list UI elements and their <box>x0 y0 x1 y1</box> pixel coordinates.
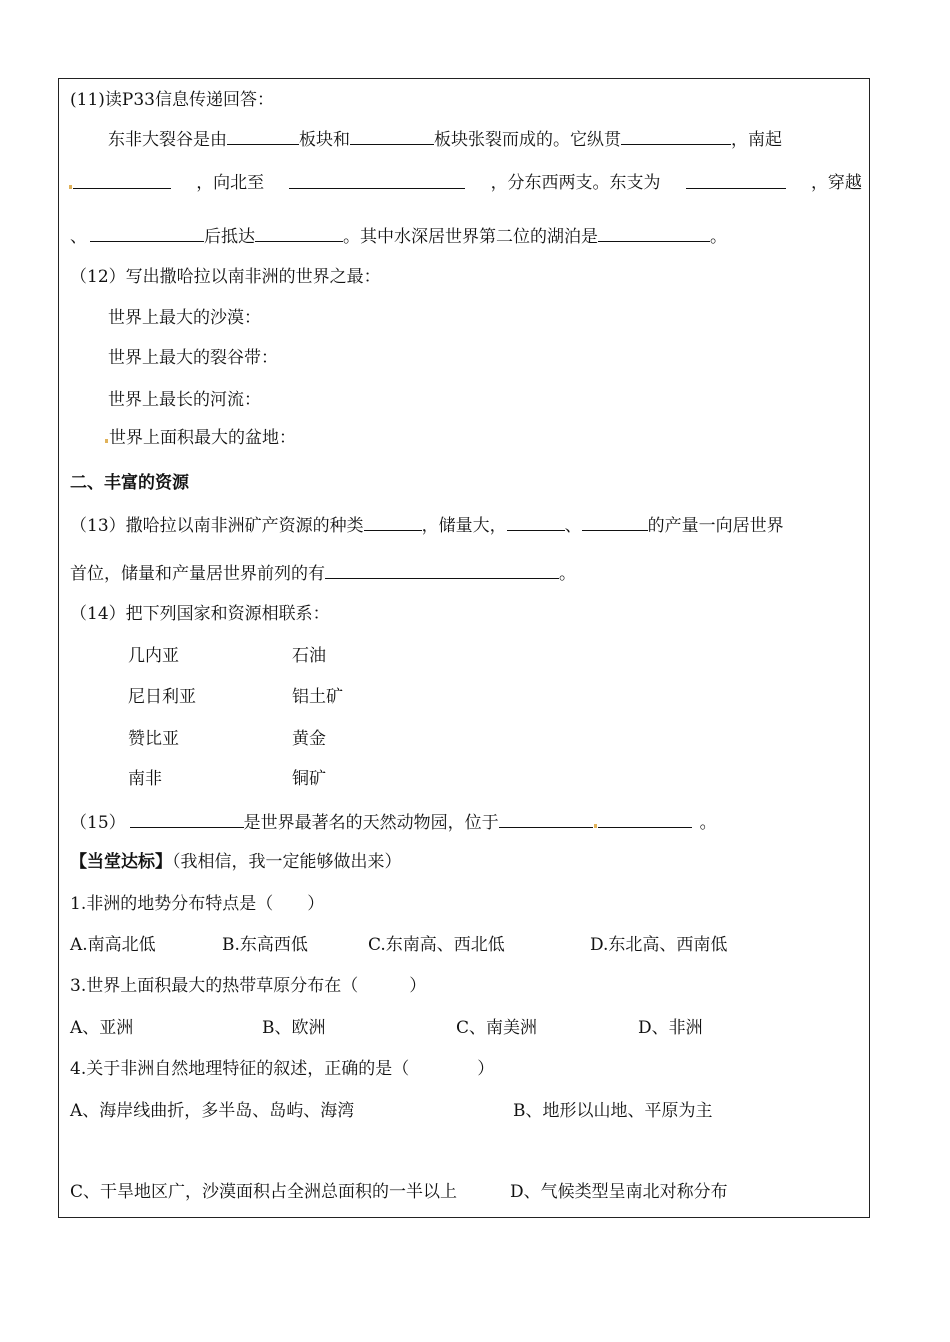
q13-text: 首位，储量和产量居世界前列的有 <box>70 564 325 584</box>
answer-blank[interactable] <box>499 811 593 828</box>
q1-option: D.东北高、西南低 <box>590 935 728 955</box>
answer-blank[interactable] <box>364 514 422 531</box>
q3-option: D、非洲 <box>638 1018 703 1038</box>
q13-text: 、 <box>564 516 582 536</box>
q11-line-3 <box>70 225 727 248</box>
mark-dot <box>594 824 597 828</box>
q11-line-1 <box>108 128 782 151</box>
exercise-header <box>70 851 402 873</box>
q13-line-1 <box>70 514 784 537</box>
mark-dot <box>105 439 108 443</box>
answer-blank[interactable] <box>686 172 786 189</box>
exercise-title: 【当堂达标】 <box>70 852 172 872</box>
q12-item: 世界上面积最大的盆地： <box>104 427 296 449</box>
q11-text: 板块张裂而成的。它纵贯 <box>434 130 621 150</box>
q14-heading: （14）把下列国家和资源相联系： <box>70 604 330 624</box>
section-title: 二、丰富的资源 <box>70 473 189 493</box>
q14-country: 赞比亚 <box>128 729 179 749</box>
answer-blank[interactable] <box>227 128 299 145</box>
q15-line <box>70 811 717 834</box>
q13-text: 的产量一向居世界 <box>647 516 784 536</box>
answer-blank[interactable] <box>255 225 343 242</box>
answer-blank[interactable] <box>73 172 171 189</box>
answer-blank[interactable] <box>621 128 731 145</box>
q11-text: 。 <box>710 227 727 247</box>
q12-item: 世界上最长的河流： <box>108 390 261 410</box>
answer-blank[interactable] <box>582 514 648 531</box>
q14-country: 尼日利亚 <box>128 687 196 707</box>
worksheet-frame <box>58 78 870 1218</box>
exercise-q1-stem: 1.非洲的地势分布特点是（ ） <box>70 894 325 914</box>
q3-option: C、南美洲 <box>456 1018 538 1038</box>
answer-blank[interactable] <box>90 225 204 242</box>
q3-option: A、亚洲 <box>70 1018 134 1038</box>
answer-blank[interactable] <box>289 172 465 189</box>
q11-text: ，穿越 <box>810 173 862 193</box>
q14-resource: 黄金 <box>292 729 326 749</box>
q4-option: D、气候类型呈南北对称分布 <box>510 1182 728 1202</box>
answer-blank[interactable] <box>325 562 559 579</box>
q1-option: A.南高北低 <box>70 935 156 955</box>
q11-line-2 <box>68 172 862 195</box>
q4-option: A、海岸线曲折，多半岛、岛屿、海湾 <box>70 1101 355 1121</box>
q12-item: 世界上最大的裂谷带： <box>108 348 278 368</box>
q14-resource: 铜矿 <box>292 769 326 789</box>
q15-text: 。 <box>699 813 717 833</box>
exercise-q3-stem: 3.世界上面积最大的热带草原分布在（ ） <box>70 976 427 996</box>
exercise-subtitle: （我相信，我一定能够做出来） <box>172 852 402 872</box>
exercise-q4-stem: 4.关于非洲自然地理特征的叙述，正确的是（ ） <box>70 1059 495 1079</box>
q1-option: C.东南高、西北低 <box>368 935 505 955</box>
q11-heading: (11)读P33信息传递回答： <box>70 90 274 110</box>
q4-option: B、地形以山地、平原为主 <box>513 1101 713 1121</box>
q4-option: C、干旱地区广，沙漠面积占全洲总面积的一半以上 <box>70 1182 458 1202</box>
q14-resource: 石油 <box>292 646 326 666</box>
q3-option: B、欧洲 <box>262 1018 326 1038</box>
answer-blank[interactable] <box>598 811 692 828</box>
q14-resource: 铝土矿 <box>292 687 343 707</box>
q11-text: ，分东西两支。东支为 <box>490 173 661 193</box>
q11-text: 。其中水深居世界第二位的湖泊是 <box>343 227 598 247</box>
q15-text: （15） <box>70 813 126 833</box>
answer-blank[interactable] <box>130 811 244 828</box>
q14-country: 几内亚 <box>128 646 179 666</box>
mark-dot <box>69 185 72 189</box>
q11-text: 后抵达 <box>204 227 255 247</box>
q12-heading: （12）写出撒哈拉以南非洲的世界之最： <box>70 267 381 287</box>
q11-text: ，向北至 <box>196 173 265 193</box>
q11-text: 、 <box>70 227 87 247</box>
q11-text: ，南起 <box>731 130 782 150</box>
q13-text: ，储量大， <box>421 516 507 536</box>
q13-text: 。 <box>559 564 576 584</box>
answer-blank[interactable] <box>598 225 710 242</box>
q11-text: 板块和 <box>299 130 350 150</box>
q15-text: 是世界最著名的天然动物园，位于 <box>243 813 499 833</box>
q13-line-2 <box>70 562 576 585</box>
q13-text: （13）撒哈拉以南非洲矿产资源的种类 <box>70 516 364 536</box>
answer-blank[interactable] <box>507 514 565 531</box>
q11-text: 东非大裂谷是由 <box>108 130 227 150</box>
q12-item: 世界上最大的沙漠： <box>108 308 261 328</box>
q1-option: B.东高西低 <box>222 935 308 955</box>
q14-country: 南非 <box>128 769 162 789</box>
answer-blank[interactable] <box>350 128 434 145</box>
